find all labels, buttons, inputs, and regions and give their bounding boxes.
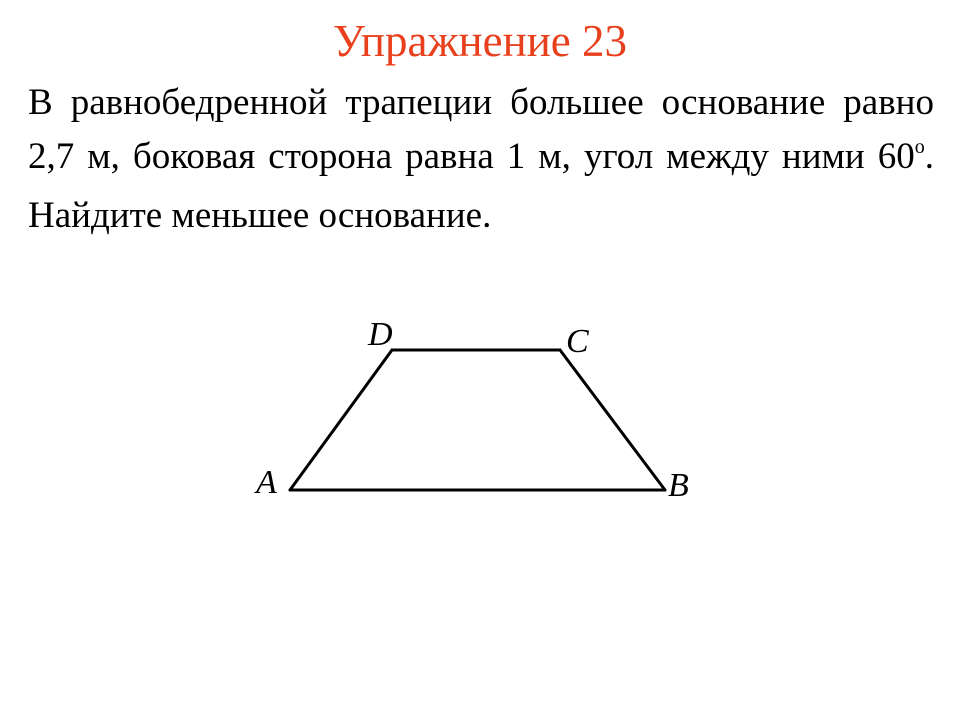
vertex-label-c: C (566, 323, 589, 360)
vertex-label-a: A (256, 464, 277, 501)
degree-mark: о (914, 136, 925, 158)
slide-title: Упражнение 23 (333, 16, 627, 66)
vertex-label-b: B (668, 467, 689, 504)
problem-text-main: В равнобедренной трапеции большее основание равно 2,7 м, боковая сторона равна 1 м, угол между ними 60 (28, 82, 934, 177)
problem-text-question: . Найдите меньшее основание. (28, 136, 934, 236)
side-cb (560, 350, 665, 490)
trapezoid-figure (240, 300, 720, 520)
side-ad (290, 350, 392, 490)
vertex-label-d: D (368, 316, 393, 353)
problem-statement (28, 76, 934, 243)
